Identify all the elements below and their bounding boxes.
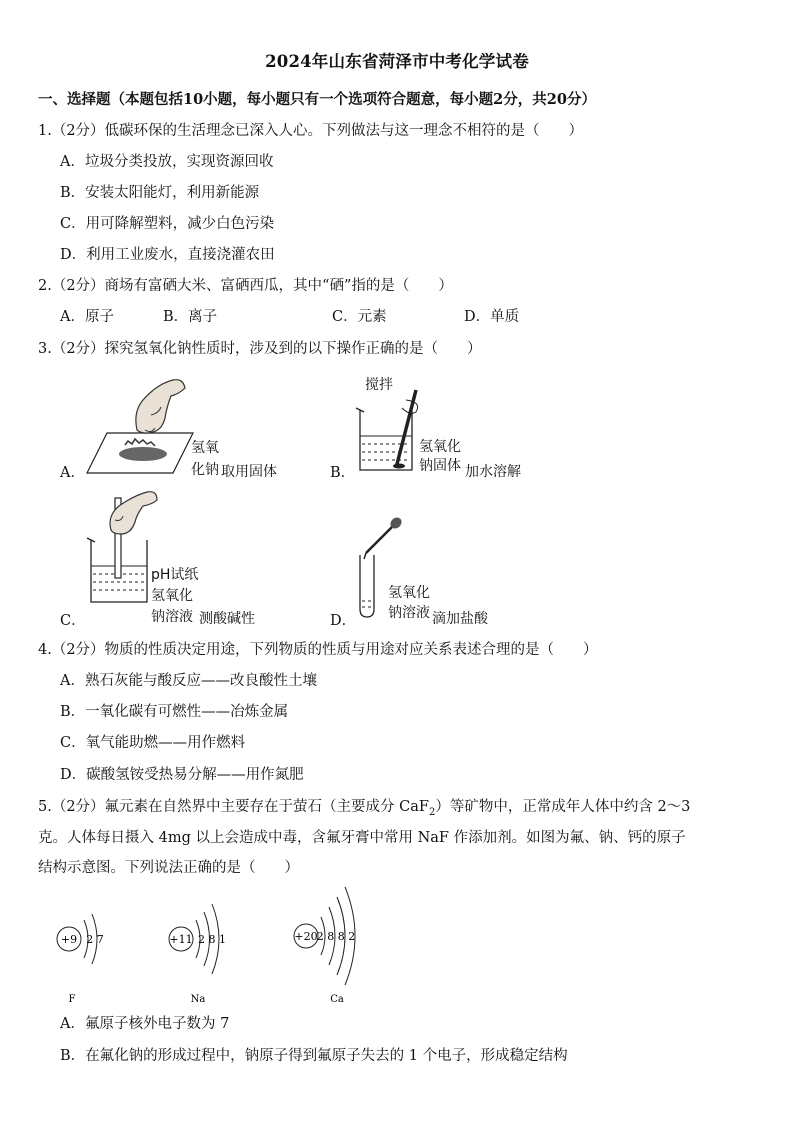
- question-1-option-a: A．垃圾分类投放，实现资源回收: [60, 154, 274, 170]
- fig-c-label-1: 氢氧化: [151, 588, 193, 604]
- question-5-option-b: B．在氟化钠的形成过程中，钠原子得到氟原子失去的 1 个电子，形成稳定结构: [60, 1048, 568, 1064]
- fig-a-caption: 取用固体: [221, 464, 277, 480]
- question-5-option-a: A．氟原子核外电子数为 7: [60, 1016, 230, 1032]
- question-4-option-b: B．一氧化碳有可燃性——冶炼金属: [60, 704, 289, 720]
- question-4-option-d: D．碳酸氢铵受热易分解——用作氮肥: [60, 767, 304, 783]
- fluorine-atom-diagram: [57, 914, 104, 1005]
- fig-b-stir-label: 搅拌: [365, 377, 393, 393]
- question-1-option-c: C．用可降解塑料，减少白色污染: [60, 216, 275, 232]
- question-3-option-b-letter: B．: [330, 465, 356, 481]
- fig-a-label-1: 氢氧: [191, 440, 219, 456]
- na-symbol: Na: [190, 994, 206, 1005]
- fig-c-caption: 测酸碱性: [199, 611, 255, 627]
- question-5-stem-line-2: 克。人体每日摄入 4mg 以上会造成中毒，含氟牙膏中常用 NaF 作添加剂。如图为氟、钠、钙的原子: [38, 830, 686, 846]
- question-3-option-a-letter: A．: [60, 465, 85, 481]
- na-nucleus: +11: [169, 933, 193, 946]
- f-symbol: F: [68, 994, 76, 1005]
- ca-nucleus: +20: [294, 930, 318, 943]
- question-2-stem: 2.（2分）商场有富硒大米、富硒西瓜，其中“硒”指的是（ ）: [38, 278, 453, 294]
- question-4-option-c: C．氧气能助燃——用作燃料: [60, 735, 246, 751]
- question-4-option-a: A．熟石灰能与酸反应——改良酸性土壤: [60, 673, 317, 689]
- question-2-option-c: C．元素: [332, 309, 387, 325]
- fig-d-caption: 滴加盐酸: [432, 611, 488, 627]
- sodium-atom-diagram: [169, 904, 226, 1005]
- fig-c-label-0: pH试纸: [151, 567, 199, 583]
- question-3-stem: 3.（2分）探究氢氧化钠性质时，涉及到的以下操作正确的是（ ）: [38, 341, 482, 357]
- question-5-stem-line-1: [38, 795, 690, 818]
- q5-subscript: 2: [428, 806, 436, 818]
- question-5-stem-line-3: 结构示意图。下列说法正确的是（ ）: [38, 860, 299, 876]
- fig-a-label-2: 化钠: [191, 462, 219, 478]
- question-2-option-a: A．原子: [60, 309, 114, 325]
- question-1-stem: 1.（2分）低碳环保的生活理念已深入人心。下列做法与这一理念不相符的是（ ）: [38, 123, 584, 139]
- fig-b-label-2: 钠固体: [419, 458, 461, 474]
- question-1-option-b: B．安装太阳能灯，利用新能源: [60, 185, 260, 201]
- question-4-stem: 4.（2分）物质的性质决定用途，下列物质的性质与用途对应关系表述合理的是（ ）: [38, 642, 598, 658]
- q5-stem-part1: 5.（2分）氟元素在自然界中主要存在于萤石（主要成分 CaF: [38, 799, 429, 815]
- question-3-option-c-letter: C．: [60, 613, 86, 629]
- f-nucleus: +9: [60, 933, 78, 946]
- q5-stem-part2: ）等矿物中，正常成年人体中约含 2～3: [435, 799, 691, 815]
- na-shells: 2 8 1: [198, 933, 226, 946]
- atom-structure-diagrams: [50, 880, 390, 1005]
- fig-d-label-1: 氢氧化: [388, 585, 430, 601]
- section-heading: 一、选择题（本题包括10小题，每小题只有一个选项符合题意，每小题2分，共20分）: [38, 91, 596, 108]
- ca-shells: 2 8 8 2: [316, 930, 356, 943]
- question-3-option-d-letter: D．: [330, 613, 357, 629]
- ca-symbol: Ca: [330, 994, 344, 1005]
- fig-b-label-1: 氢氧化: [419, 439, 461, 455]
- question-2-option-b: B．离子: [163, 309, 218, 325]
- question-2-option-d: D．单质: [464, 309, 520, 325]
- question-1-option-d: D．利用工业废水，直接浇灌农田: [60, 247, 275, 263]
- fig-c-label-2: 钠溶液: [151, 609, 193, 625]
- fig-d-label-2: 钠溶液: [388, 605, 430, 621]
- fig-b-caption: 加水溶解: [465, 464, 521, 480]
- f-shells: 2 7: [86, 933, 104, 946]
- page-title: 2024年山东省菏泽市中考化学试卷: [265, 52, 529, 71]
- calcium-atom-diagram: [294, 887, 355, 1005]
